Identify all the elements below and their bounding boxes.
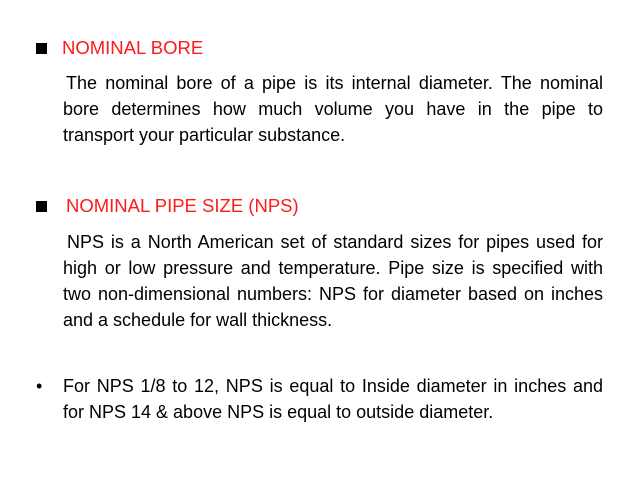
nps-paragraph: NPS is a North American set of standard sizes for pipes used for high or low pressure and temperature. Pipe size is specified with two non-dimensional numbers: NPS for diameter based on inches and a schedule for wall thickness. <box>63 232 603 330</box>
nominal-bore-paragraph: The nominal bore of a pipe is its internal diameter. The nominal bore determines how much volume you have in the pipe to transport your particular substance. <box>63 73 603 145</box>
square-bullet-icon <box>36 201 47 212</box>
square-bullet-icon <box>36 43 47 54</box>
section-heading-nominal-bore <box>36 37 203 59</box>
dot-bullet-icon: • <box>36 376 43 396</box>
heading-text: NOMINAL BORE <box>62 37 204 58</box>
nps-equality-text: For NPS 1/8 to 12, NPS is equal to Inside diameter in inches and for NPS 14 & above NPS is equal to outside diameter. <box>63 376 603 422</box>
section-heading-nominal-pipe-size <box>36 195 299 217</box>
heading-text: NOMINAL PIPE SIZE (NPS) <box>66 195 299 216</box>
